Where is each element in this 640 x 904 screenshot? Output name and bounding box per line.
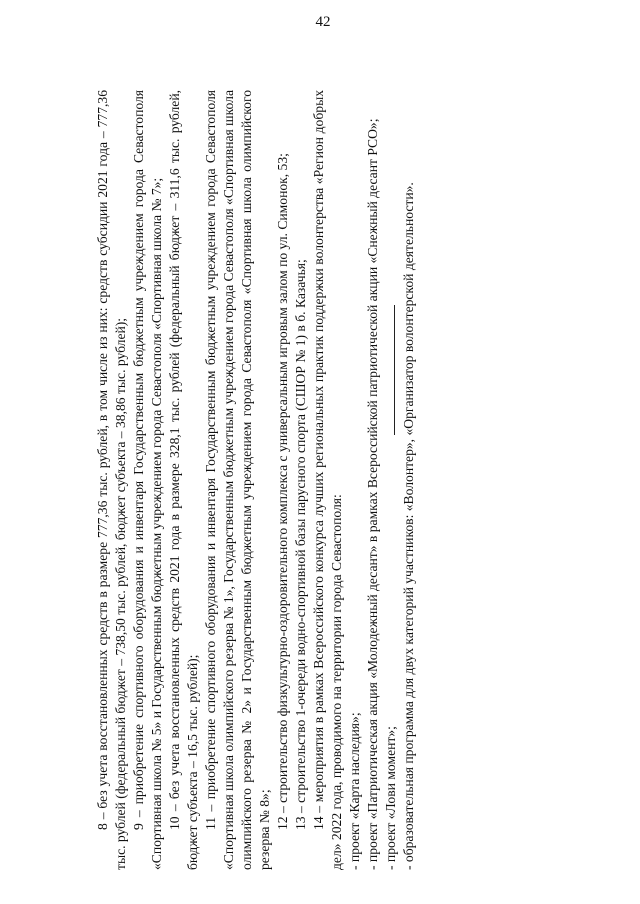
footnote-11: 11 – приобретение спортивного оборудования и инвентаря Государственным бюджетным учреждением города Севастополя «Спортивная школа олимпийского резерва № 1», Государственным бюджетным учреждением города Севастополя «Спортивная школа олимпийского резерва № 2» и Государственным бюджетным учреждением города Севастополя «Спортивная школа олимпийского резерва № 8»;: [203, 90, 272, 870]
list-item: - образовательная программа для двух категорий участников: «Волонтер», «Организатор волонтерской деятельности».: [401, 182, 416, 870]
list-item: - проект «Карта наследия»;: [347, 712, 362, 870]
footnote-8: 8 – без учета восстановленных средств в размере 777,36 тыс. рублей, в том числе из них: средств субсидии 2021 года – 777,36 тыс. рублей (федеральный бюджет – 738,50 тыс. рублей, бюджет субъекта – 38,86 тыс. рублей);: [95, 90, 128, 870]
footnote-12: 12 – строительство физкультурно-оздоровительного комплекса с универсальным игровым залом по ул. Симонок, 53;: [275, 153, 290, 830]
separator-line: [394, 305, 395, 435]
footnotes-block: [94, 90, 534, 870]
footnote-9: 9 – приобретение спортивного оборудования и инвентаря Государственным бюджетным учреждением города Севастополя «Спортивная школа № 5» и Государственным бюджетным учреждением города Севастополя «Спортивная школа № 7»;: [131, 90, 164, 870]
footnote-14: 14 – мероприятия в рамках Всероссийского конкурса лучших региональных практик поддержки волонтерства «Регион добрых дел» 2022 года, проводимого на территории города Севастополя:: [311, 90, 344, 870]
footnote-13: 13 – строительство 1-очереди водно-спортивной базы парусного спорта (СШОР № 1) в б. Казачья;: [293, 259, 308, 830]
footnote-10: 10 – без учета восстановленных средств 2021 года в размере 328,1 тыс. рублей (федеральный бюджет – 311,6 тыс. рублей, бюджет субъекта – 16,5 тыс. рублей);: [167, 90, 200, 870]
list-item: - проект «Патриотическая акция «Молодежный десант» в рамках Всероссийской патриотической акции «Снежный десант РСО»;: [365, 118, 380, 870]
list-item: - проект «Лови момент»;: [383, 726, 398, 870]
page-number: 42: [315, 14, 331, 30]
